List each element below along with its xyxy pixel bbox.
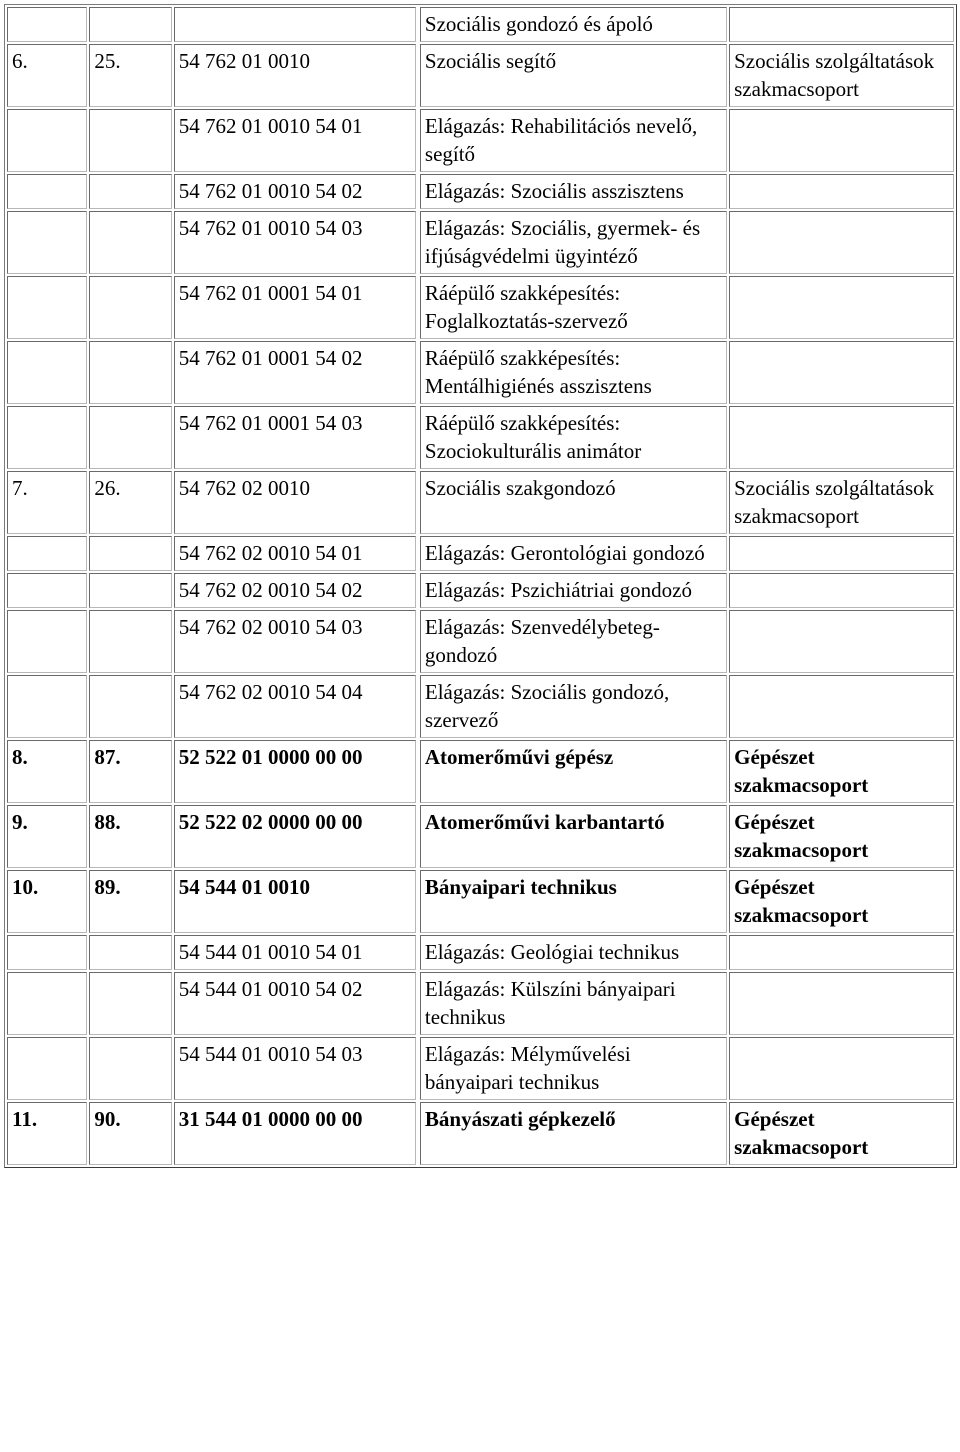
code-cell [174, 7, 416, 42]
serial-number-cell [89, 174, 171, 209]
group-cell [729, 1037, 954, 1100]
group-cell [729, 972, 954, 1035]
branch-row [7, 174, 954, 209]
row-number-cell [7, 935, 87, 970]
group-cell [729, 7, 954, 42]
row-number-cell [7, 174, 87, 209]
qualification-table [4, 4, 957, 1168]
serial-number-cell [89, 406, 171, 469]
qualification-name-cell: Elágazás: Külszíni bányaipari technikus [420, 972, 727, 1035]
group-cell: Szociális szolgáltatások szakmacsoport [729, 471, 954, 534]
group-cell: Gépészet szakmacsoport [729, 870, 954, 933]
group-cell [729, 935, 954, 970]
code-cell: 54 544 01 0010 54 02 [174, 972, 416, 1035]
branch-row [7, 675, 954, 738]
code-cell: 54 762 01 0001 54 03 [174, 406, 416, 469]
branch-row [7, 573, 954, 608]
code-cell: 52 522 02 0000 00 00 [174, 805, 416, 868]
code-cell: 54 762 01 0001 54 01 [174, 276, 416, 339]
group-cell [729, 406, 954, 469]
branch-row [7, 276, 954, 339]
code-cell: 54 762 01 0010 54 03 [174, 211, 416, 274]
code-cell: 54 762 02 0010 54 04 [174, 675, 416, 738]
qualification-name-cell: Elágazás: Mélyművelési bányaipari technikus [420, 1037, 727, 1100]
group-cell [729, 276, 954, 339]
row-number-cell: 8. [7, 740, 87, 803]
code-cell: 54 544 01 0010 54 03 [174, 1037, 416, 1100]
qualification-row [7, 805, 954, 868]
row-number-cell [7, 536, 87, 571]
row-number-cell: 9. [7, 805, 87, 868]
qualification-row [7, 870, 954, 933]
serial-number-cell [89, 536, 171, 571]
branch-row [7, 211, 954, 274]
serial-number-cell: 88. [89, 805, 171, 868]
row-number-cell [7, 675, 87, 738]
row-number-cell [7, 341, 87, 404]
serial-number-cell [89, 7, 171, 42]
qualification-name-cell: Szociális szakgondozó [420, 471, 727, 534]
code-cell: 31 544 01 0000 00 00 [174, 1102, 416, 1165]
qualification-name-cell: Elágazás: Gerontológiai gondozó [420, 536, 727, 571]
serial-number-cell [89, 573, 171, 608]
qualification-name-cell: Szociális segítő [420, 44, 727, 107]
qualification-name-cell: Elágazás: Rehabilitációs nevelő, segítő [420, 109, 727, 172]
serial-number-cell: 25. [89, 44, 171, 107]
row-number-cell [7, 7, 87, 42]
branch-row [7, 7, 954, 42]
serial-number-cell [89, 972, 171, 1035]
qualification-name-cell: Ráépülő szakképesítés: Mentálhigiénés asszisztens [420, 341, 727, 404]
branch-row [7, 1037, 954, 1100]
code-cell: 54 762 01 0010 54 01 [174, 109, 416, 172]
qualification-row [7, 471, 954, 534]
row-number-cell: 11. [7, 1102, 87, 1165]
row-number-cell [7, 406, 87, 469]
group-cell: Gépészet szakmacsoport [729, 805, 954, 868]
branch-row [7, 406, 954, 469]
qualification-name-cell: Elágazás: Szenvedélybeteg-gondozó [420, 610, 727, 673]
qualification-name-cell: Atomerőművi gépész [420, 740, 727, 803]
serial-number-cell: 90. [89, 1102, 171, 1165]
group-cell [729, 174, 954, 209]
group-cell [729, 211, 954, 274]
serial-number-cell [89, 935, 171, 970]
qualification-name-cell: Elágazás: Szociális, gyermek- és ifjúságvédelmi ügyintéző [420, 211, 727, 274]
serial-number-cell [89, 341, 171, 404]
code-cell: 54 762 02 0010 54 02 [174, 573, 416, 608]
code-cell: 54 544 01 0010 [174, 870, 416, 933]
serial-number-cell [89, 109, 171, 172]
serial-number-cell [89, 1037, 171, 1100]
branch-row [7, 935, 954, 970]
qualification-name-cell: Elágazás: Szociális asszisztens [420, 174, 727, 209]
qualification-name-cell: Ráépülő szakképesítés: Foglalkoztatás-szervező [420, 276, 727, 339]
branch-row [7, 341, 954, 404]
qualification-name-cell: Elágazás: Pszichiátriai gondozó [420, 573, 727, 608]
qualification-table-body [7, 7, 954, 1165]
qualification-row [7, 1102, 954, 1165]
code-cell: 54 762 02 0010 54 03 [174, 610, 416, 673]
group-cell: Gépészet szakmacsoport [729, 1102, 954, 1165]
code-cell: 54 762 01 0010 [174, 44, 416, 107]
row-number-cell: 7. [7, 471, 87, 534]
group-cell [729, 573, 954, 608]
qualification-name-cell: Elágazás: Geológiai technikus [420, 935, 727, 970]
branch-row [7, 610, 954, 673]
qualification-name-cell: Ráépülő szakképesítés: Szociokulturális animátor [420, 406, 727, 469]
qualification-row [7, 740, 954, 803]
row-number-cell [7, 1037, 87, 1100]
group-cell [729, 536, 954, 571]
qualification-name-cell: Bányászati gépkezelő [420, 1102, 727, 1165]
group-cell [729, 109, 954, 172]
serial-number-cell [89, 276, 171, 339]
code-cell: 54 762 02 0010 [174, 471, 416, 534]
code-cell: 54 762 01 0010 54 02 [174, 174, 416, 209]
qualification-name-cell: Atomerőművi karbantartó [420, 805, 727, 868]
serial-number-cell: 87. [89, 740, 171, 803]
serial-number-cell: 89. [89, 870, 171, 933]
code-cell: 54 762 02 0010 54 01 [174, 536, 416, 571]
row-number-cell [7, 610, 87, 673]
row-number-cell: 6. [7, 44, 87, 107]
row-number-cell: 10. [7, 870, 87, 933]
code-cell: 54 762 01 0001 54 02 [174, 341, 416, 404]
serial-number-cell [89, 211, 171, 274]
row-number-cell [7, 972, 87, 1035]
code-cell: 54 544 01 0010 54 01 [174, 935, 416, 970]
branch-row [7, 972, 954, 1035]
row-number-cell [7, 573, 87, 608]
group-cell: Szociális szolgáltatások szakmacsoport [729, 44, 954, 107]
group-cell [729, 610, 954, 673]
qualification-name-cell: Szociális gondozó és ápoló [420, 7, 727, 42]
qualification-name-cell: Elágazás: Szociális gondozó, szervező [420, 675, 727, 738]
serial-number-cell: 26. [89, 471, 171, 534]
branch-row [7, 536, 954, 571]
row-number-cell [7, 211, 87, 274]
serial-number-cell [89, 610, 171, 673]
branch-row [7, 109, 954, 172]
group-cell: Gépészet szakmacsoport [729, 740, 954, 803]
row-number-cell [7, 109, 87, 172]
group-cell [729, 341, 954, 404]
group-cell [729, 675, 954, 738]
serial-number-cell [89, 675, 171, 738]
row-number-cell [7, 276, 87, 339]
qualification-name-cell: Bányaipari technikus [420, 870, 727, 933]
qualification-row [7, 44, 954, 107]
code-cell: 52 522 01 0000 00 00 [174, 740, 416, 803]
